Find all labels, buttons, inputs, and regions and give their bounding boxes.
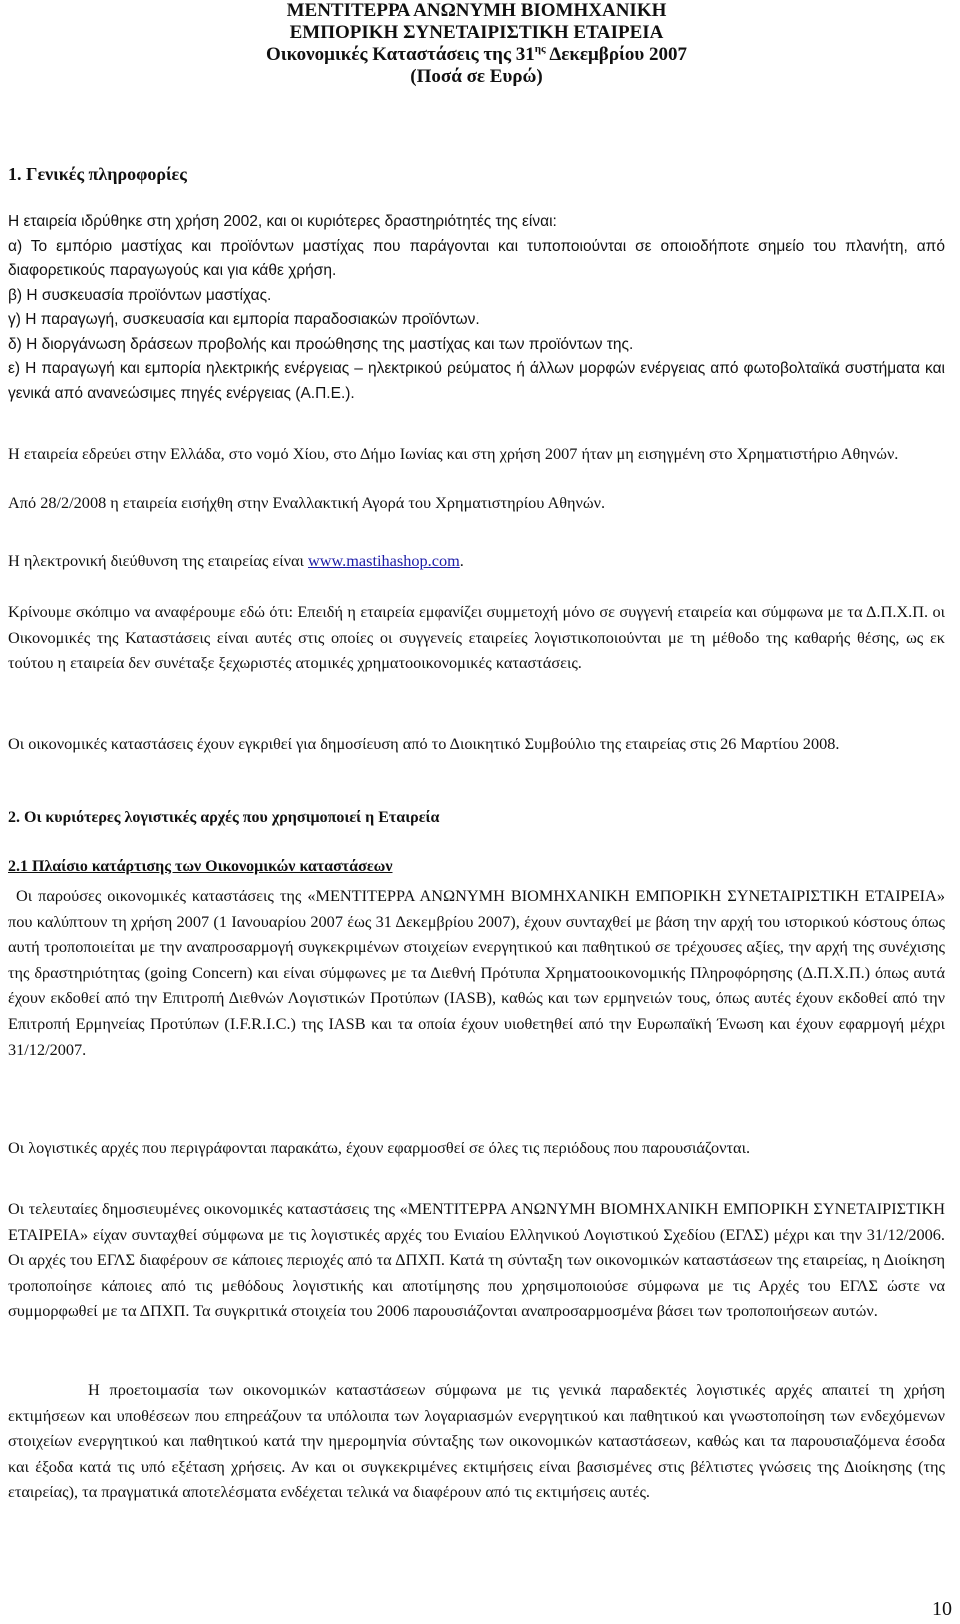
section-1-title: 1. Γενικές πληροφορίες [8, 164, 187, 184]
activity-item-d: δ) Η διοργάνωση δράσεων προβολής και προώθησης της μαστίχας και των προϊόντων της. [8, 335, 634, 353]
activities-intro: Η εταιρεία ιδρύθηκε στη χρήση 2002, και οι κυριότερες δραστηριότητές της είναι: [8, 213, 557, 230]
activity-item-e: ε) Η παραγωγή και εμπορία ηλεκτρικής ενέργειας – ηλεκτρικού ρεύματος ή άλλων μορφών ενέργειας από φωτοβολταϊκά συστήματα και γενικά από ανανεώσιμες πηγές ενέργειας (Α.Π.Ε.). [8, 360, 945, 402]
website-period: . [459, 551, 464, 570]
prior-gaap-text: Οι τελευταίες δημοσιευμένες οικονομικές καταστάσεις της «ΜΕΝΤΙΤΕΡΡΑ ΑΝΩΝΥΜΗ ΒΙΟΜΗΧΑΝΙΚΗ ΕΜΠΟΡΙΚΗ ΣΥΝΕΤΑΙΡΙΣΤΙΚΗ ΕΤΑΙΡΕΙΑ» είχαν συνταχθεί σύμφωνα με τις λογιστικές αρχές του Ενιαίου Ελληνικού Λογιστικού Σχεδίου (ΕΓΛΣ) μέχρι και την 31/12/2006. Οι αρχές του ΕΓΛΣ διαφέρουν σε κάποιες περιοχές από τα ΔΠΧΠ. [8, 1199, 945, 1270]
company-seat-paragraph: Η εταιρεία εδρεύει στην Ελλάδα, στο νομό Χίου, στο Δήμο Ιωνίας και στη χρήση 2007 ήταν μη εισηγμένη στο Χρηματιστήριο Αθηνών. [8, 444, 899, 463]
website-label: Η ηλεκτρονική διεύθυνση της εταιρείας είναι [8, 551, 308, 570]
prior-gaap-paragraph [8, 1196, 945, 1324]
section-2-title: 2. Οι κυριότερες λογιστικές αρχές που χρησιμοποιεί η Εταιρεία [8, 809, 440, 826]
estimates-paragraph: Η προετοιμασία των οικονομικών καταστάσεων σύμφωνα με τις γενικά παραδεκτές λογιστικές αρχές απαιτεί τη χρήση εκτιμήσεων και υποθέσεων που επηρεάζουν τα υπόλοιπα των λογαριασμών ενεργητικού και παθητικού και γνωστοποίηση των ενδεχόμενων στοιχείων ενεργητικού και παθητικού κατά την ημερομηνία σύνταξης των οικονομικών καταστάσεων, καθώς και τα παρουσιαζόμενα έσοδα και έξοδα κατά τις υπό εξέταση χρήσεις. Αν και οι συγκεκριμένες εκτιμήσεις είναι βασισμένες στις βέλτιστες γνώσεις της Διοίκησης (της εταιρείας), τα πραγματικά αποτελέσματα ενδέχεται τελικά να διαφέρουν από τις εκτιμήσεις αυτές. [8, 1380, 945, 1502]
section-2-1-title: 2.1 Πλαίσιο κατάρτισης των Οικονομικών καταστάσεων [8, 858, 393, 875]
website-paragraph [8, 549, 945, 574]
website-link[interactable]: www.mastihashop.com [307, 551, 460, 570]
framework-paragraph: Οι παρούσες οικονομικές καταστάσεις της «ΜΕΝΤΙΤΕΡΡΑ ΑΝΩΝΥΜΗ ΒΙΟΜΗΧΑΝΙΚΗ ΕΜΠΟΡΙΚΗ ΣΥΝΕΤΑΙΡΙΣΤΙΚΗ ΕΤΑΙΡΕΙΑ» που καλύπτουν τη χρήση 2007 (1 Ιανουαρίου 2007 έως 31 Δεκεμβρίου 2007), έχουν συνταχθεί με βάση την αρχή του ιστορικού κόστους όπως αυτή τροποποιείται με την αναπροσαρμογή συγκεκριμένων στοιχείων ενεργητικού και παθητικού σε τρέχουσες αξίες, την αρχή της συνέχισης της δραστηριότητας (going Concern) και είναι σύμφωνες με τα Διεθνή Πρότυπα Χρηματοοικονομικής Πληροφόρησης (Δ.Π.Χ.Π.) όπως αυτά έχουν εκδοθεί από την Επιτροπή Διεθνών Λογιστικών Προτύπων (IASB), καθώς και των ερμηνειών τους, όπως αυτές έχουν εκδοθεί από την Επιτροπή Ερμηνείας Προτύπων (I.F.R.I.C.) της IASB και τα οποία έχουν υιοθετηθεί από την Ευρωπαϊκή Ένωση και έχουν εφαρμογή μέχρι 31/12/2007. [8, 886, 945, 1059]
amounts-currency-note: (Ποσά σε Ευρώ) [410, 66, 543, 87]
company-name-line2: ΕΜΠΟΡΙΚΗ ΣΥΝΕΤΑΙΡΙΣΤΙΚΗ ΕΤΑΙΡΕΙΑ [289, 22, 664, 43]
approval-paragraph: Οι οικονομικές καταστάσεις έχουν εγκριθεί για δημοσίευση από το Διοικητικό Συμβούλιο της εταιρείας στις 26 Μαρτίου 2008. [8, 734, 840, 753]
listing-paragraph: Από 28/2/2008 η εταιρεία εισήχθη στην Εναλλακτική Αγορά του Χρηματιστηρίου Αθηνών. [8, 493, 606, 512]
document-header [8, 0, 945, 88]
activity-item-b: β) Η συσκευασία προϊόντων μαστίχας. [8, 286, 272, 304]
activities-block [8, 210, 945, 406]
policies-applied-paragraph: Οι λογιστικές αρχές που περιγράφονται παρακάτω, έχουν εφαρμοσθεί σε όλες τις περιόδους που παρουσιάζονται. [8, 1138, 751, 1157]
company-name-line1: ΜΕΝΤΙΤΕΡΡΑ ΑΝΩΝΥΜΗ ΒΙΟΜΗΧΑΝΙΚΗ [286, 0, 667, 21]
activity-item-a: α) Το εμπόριο μαστίχας και προϊόντων μαστίχας που παράγονται και τυποποιούνται σε οποιοδήποτε σημείο του πλανήτη, από διαφορετικούς παραγωγούς και για κάθε χρήση. [8, 237, 945, 279]
prior-gaap-adjustments-text: Κατά τη σύνταξη των οικονομικών καταστάσεων της εταιρείας, η Διοίκηση τροποποίησε κάποιες από τις μεθόδους λογιστικής και αποτίμησης που χρησιμοποιούσε σύμφωνα με τις Αρχές του ΕΓΛΣ ώστε να συμμορφωθεί με τα ΔΠΧΠ. Τα συγκριτικά στοιχεία του 2006 παρουσιάζονται αναπροσαρμοσμένα βάσει των τροποποιήσεων αυτών. [8, 1250, 945, 1321]
page-number: 10 [932, 1598, 952, 1620]
financial-statements-title: Οικονομικές Καταστάσεις της $31^{\eta\varsigma}$ Δεκεμβρίου 2007 [265, 43, 687, 65]
associate-note-paragraph: Κρίνουμε σκόπιμο να αναφέρουμε εδώ ότι: Επειδή η εταιρεία εμφανίζει συμμετοχή μόνο σε συγγενή εταιρεία και σύμφωνα με τα Δ.Π.Χ.Π. οι Οικονομικές της Καταστάσεις είναι αυτές στις οποίες οι συγγενείς εταιρείες λογιστικοποιούνται με τη μέθοδο της καθαρής θέσης, ως εκ τούτου η εταιρεία δεν συνέταξε ξεχωριστές ατομικές χρηματοοικονομικές καταστάσεις. [8, 602, 945, 672]
activity-item-c: γ) Η παραγωγή, συσκευασία και εμπορία παραδοσιακών προϊόντων. [8, 311, 480, 328]
